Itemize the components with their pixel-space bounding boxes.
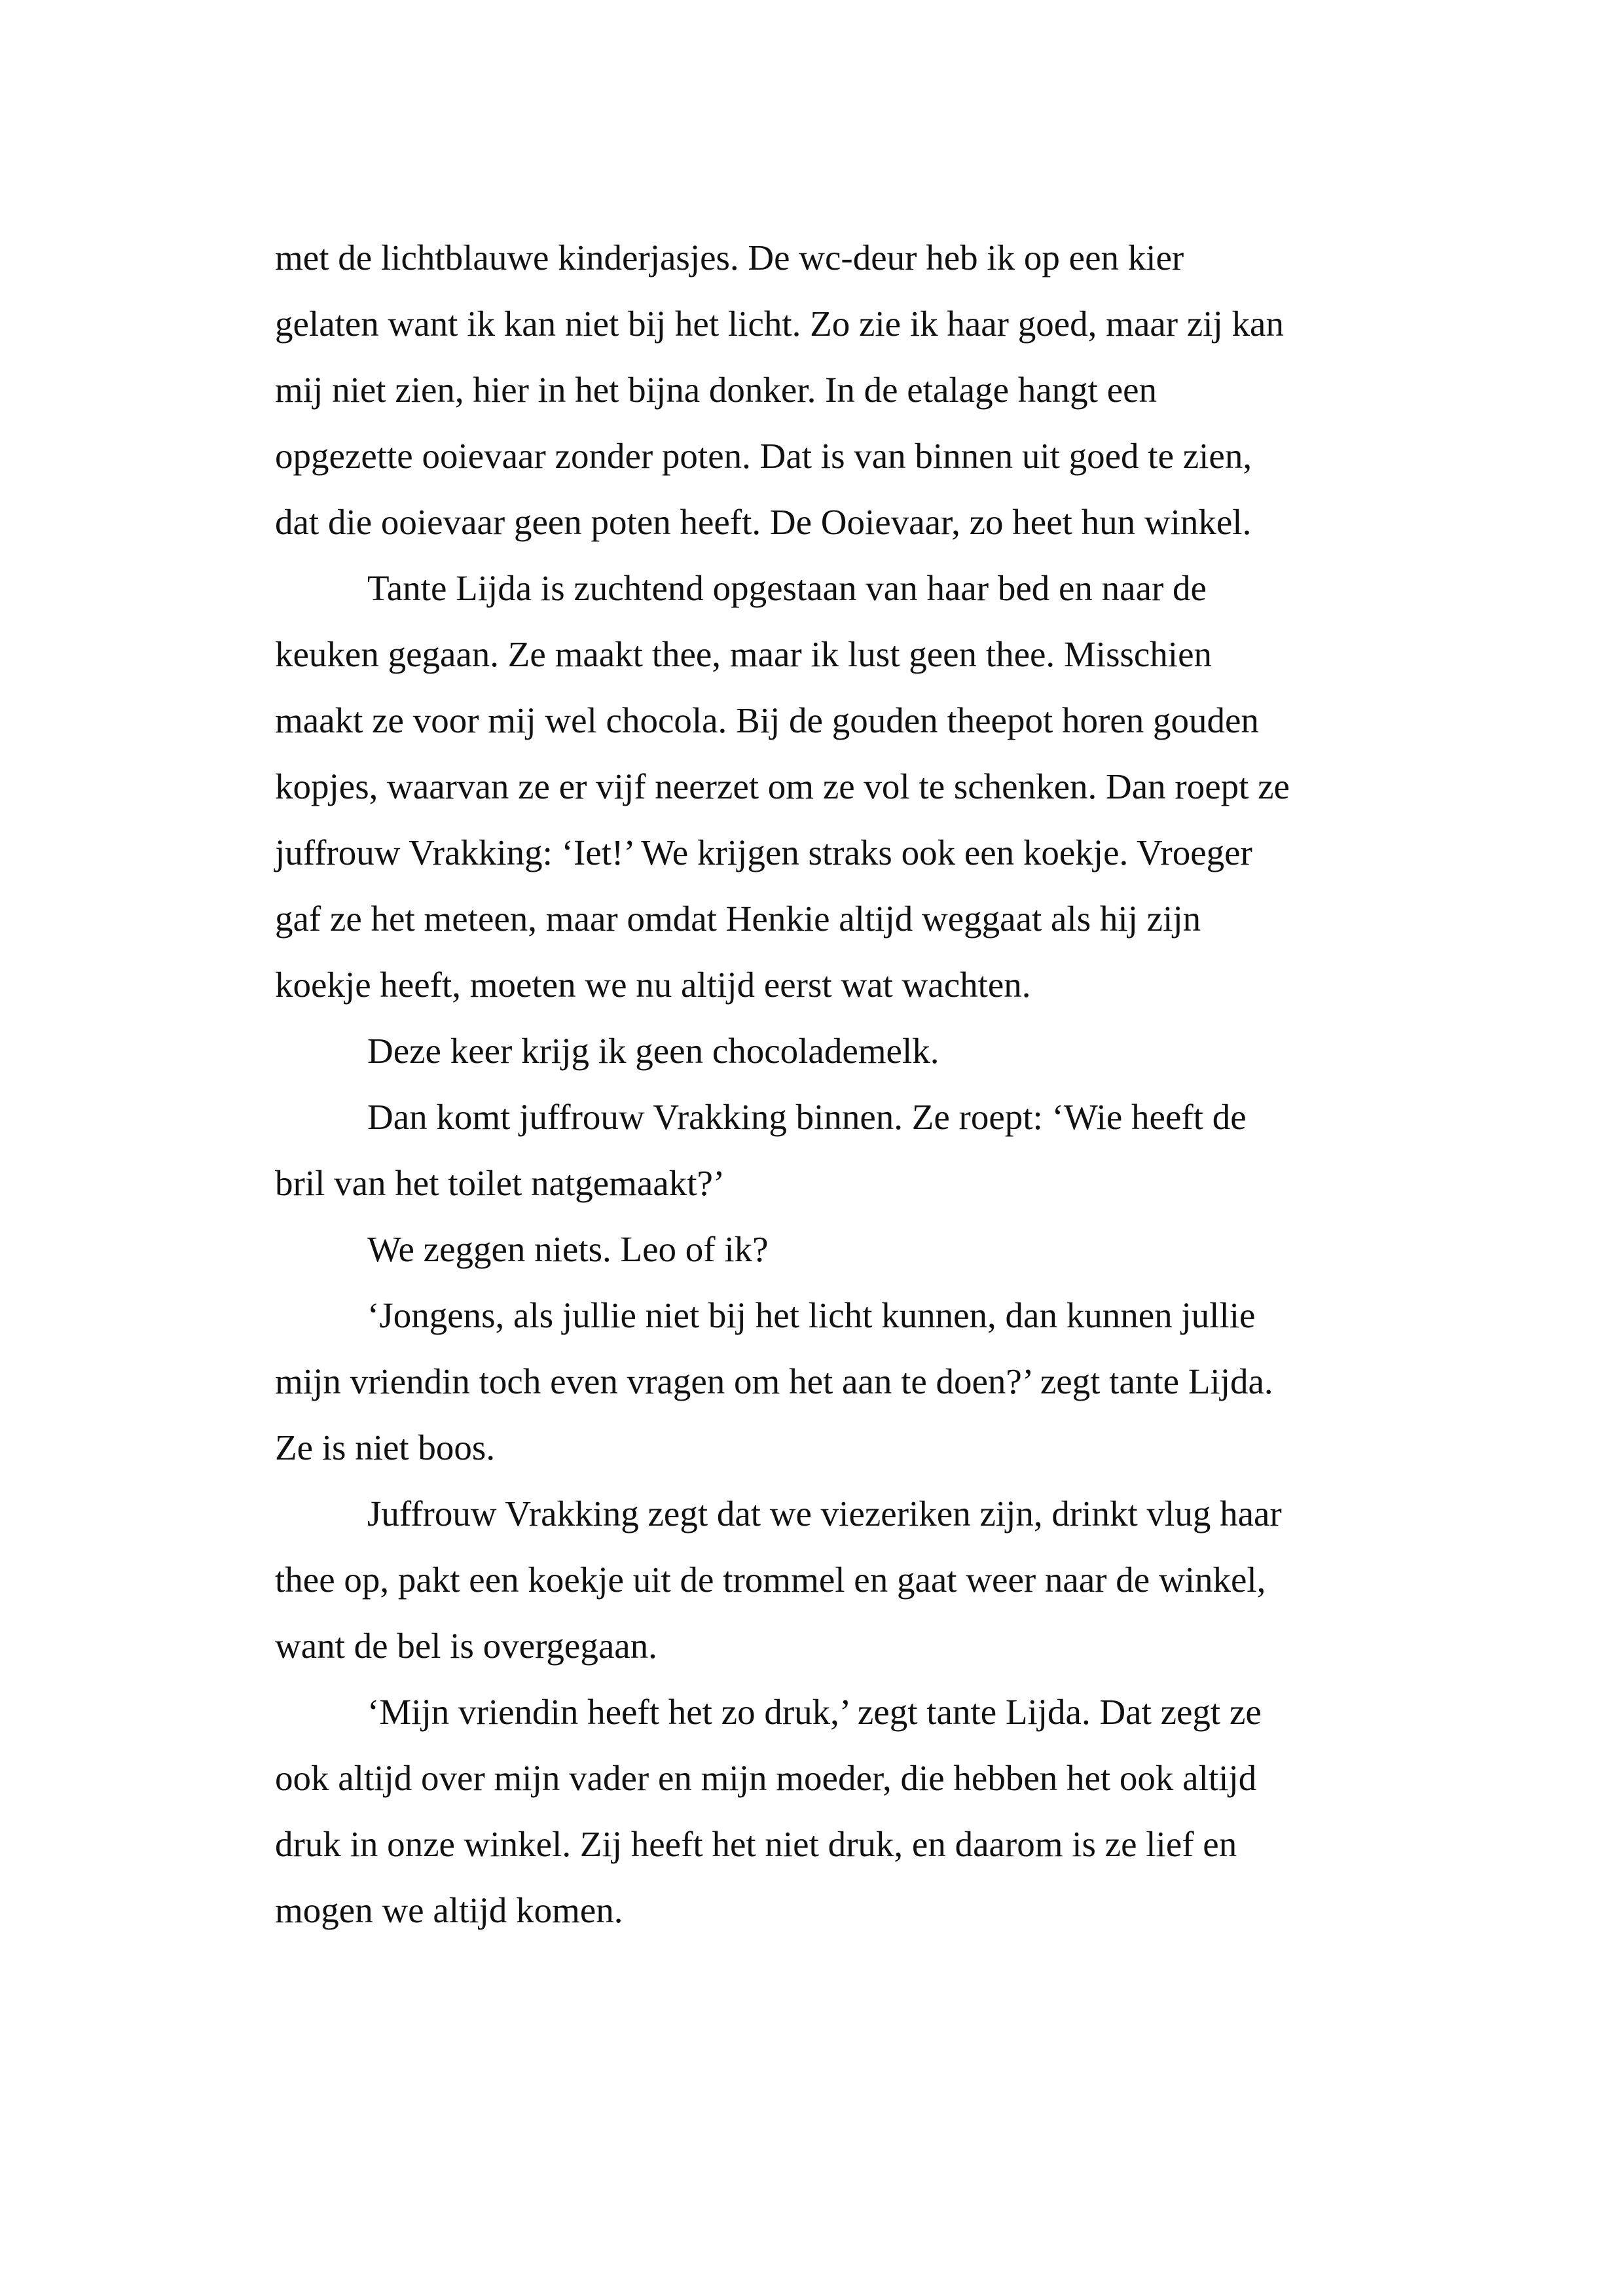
paragraph-start-line: Deze keer krijg ik geen chocolademelk.: [367, 1031, 939, 1071]
text-line: gelaten want ik kan niet bij het licht. Zo zie ik haar goed, maar zij kan: [275, 304, 1284, 344]
text-line: dat die ooievaar geen poten heeft. De Ooievaar, zo heet hun winkel.: [275, 502, 1252, 542]
text-line: ook altijd over mijn vader en mijn moeder, die hebben het ook altijd: [275, 1758, 1257, 1798]
text-line: juffrouw Vrakking: ‘Iet!’ We krijgen straks ook een koekje. Vroeger: [275, 833, 1252, 872]
text-line: Ze is niet boos.: [275, 1427, 496, 1467]
text-line: keuken gegaan. Ze maakt thee, maar ik lust geen thee. Misschien: [275, 634, 1212, 674]
paragraph-start-line: Juffrouw Vrakking zegt dat we viezeriken zijn, drinkt vlug haar: [367, 1494, 1282, 1534]
text-line: koekje heeft, moeten we nu altijd eerst wat wachten.: [275, 965, 1031, 1005]
text-line: thee op, pakt een koekje uit de trommel en gaat weer naar de winkel,: [275, 1560, 1266, 1600]
text-line: druk in onze winkel. Zij heeft het niet druk, en daarom is ze lief en: [275, 1824, 1237, 1864]
paragraph-start-line: ‘Jongens, als jullie niet bij het licht kunnen, dan kunnen jullie: [367, 1295, 1256, 1335]
text-line: kopjes, waarvan ze er vijf neerzet om ze vol te schenken. Dan roept ze: [275, 766, 1290, 806]
paragraph-start-line: Dan komt juffrouw Vrakking binnen. Ze roept: ‘Wie heeft de: [367, 1097, 1247, 1137]
text-line: maakt ze voor mij wel chocola. Bij de gouden theepot horen gouden: [275, 700, 1259, 740]
text-line: mijn vriendin toch even vragen om het aan te doen?’ zegt tante Lijda.: [275, 1361, 1273, 1401]
text-line: want de bel is overgegaan.: [275, 1626, 657, 1666]
paragraph-start-line: ‘Mijn vriendin heeft het zo druk,’ zegt tante Lijda. Dat zegt ze: [367, 1692, 1262, 1732]
paragraph-start-line: Tante Lijda is zuchtend opgestaan van haar bed en naar de: [367, 568, 1207, 608]
body-text: [275, 224, 1375, 1943]
text-line: mij niet zien, hier in het bijna donker. In de etalage hangt een: [275, 370, 1158, 410]
text-line: gaf ze het meteen, maar omdat Henkie altijd weggaat als hij zijn: [275, 899, 1201, 939]
text-line: bril van het toilet natgemaakt?’: [275, 1163, 725, 1203]
paragraph-start-line: We zeggen niets. Leo of ik?: [367, 1229, 769, 1269]
text-line: met de lichtblauwe kinderjasjes. De wc-deur heb ik op een kier: [275, 238, 1184, 278]
text-line: opgezette ooievaar zonder poten. Dat is van binnen uit goed te zien,: [275, 436, 1252, 476]
text-line: mogen we altijd komen.: [275, 1890, 623, 1930]
